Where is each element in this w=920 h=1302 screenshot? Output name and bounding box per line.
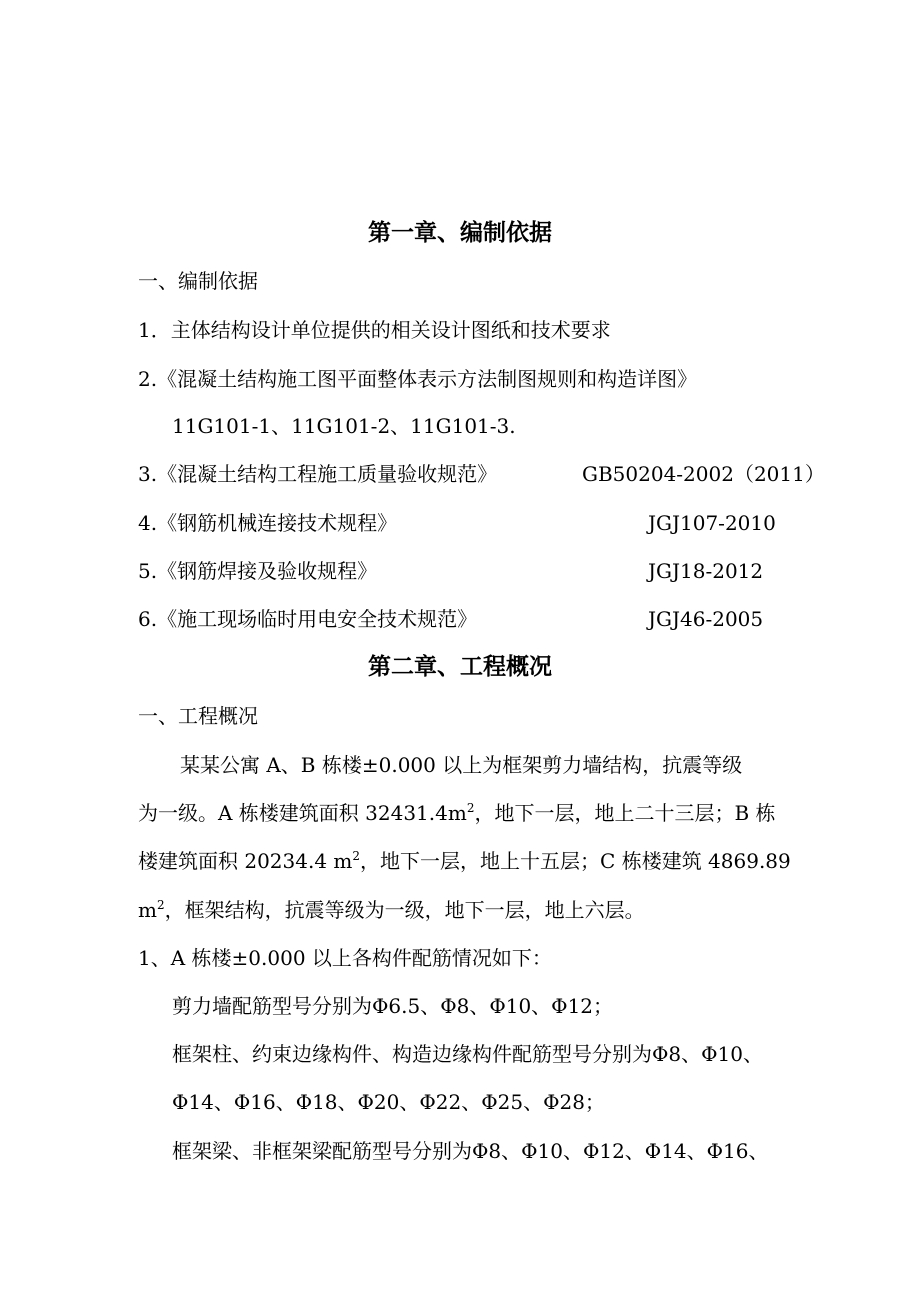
para-text-c-unit: m (138, 898, 157, 922)
chapter-2-title: 第二章、工程概况 (368, 653, 552, 680)
rebar-sub-heading: 1、A 栋楼±0.000 以上各构件配筋情况如下： (138, 946, 552, 970)
basis-item-2-continuation: 11G101-1、11G101-2、11G101-3. (172, 414, 516, 438)
section-heading-overview: 一、工程概况 (138, 704, 258, 728)
para-text-a-floors: ，地下一层，地上二十三层；B 栋 (474, 801, 776, 825)
superscript-2: 2 (466, 801, 475, 815)
rebar-line-columns-cont: Φ14、Φ16、Φ18、Φ20、Φ22、Φ25、Φ28； (172, 1090, 605, 1114)
para-text-b-area: 楼建筑面积 20234.4 m (138, 849, 353, 873)
basis-item-3-code: GB50204-2002（2011） (582, 462, 825, 486)
basis-item-6-code: JGJ46-2005 (648, 607, 764, 631)
basis-item-3: 3.《混凝土结构工程施工质量验收规范》 (138, 462, 498, 486)
basis-item-1: 1．主体结构设计单位提供的相关设计图纸和技术要求 (138, 318, 611, 342)
superscript-2: 2 (352, 849, 361, 863)
rebar-line-columns: 框架柱、约束边缘构件、构造边缘构件配筋型号分别为Φ8、Φ10、 (172, 1042, 763, 1066)
overview-para-line-4 (138, 898, 645, 922)
overview-para-line-1: 某某公寓 A、B 栋楼±0.000 以上为框架剪力墙结构，抗震等级 (180, 753, 743, 777)
section-heading-basis: 一、编制依据 (138, 269, 258, 293)
rebar-line-shear-wall: 剪力墙配筋型号分别为Φ6.5、Φ8、Φ10、Φ12； (172, 994, 614, 1018)
basis-item-5-code: JGJ18-2012 (648, 559, 764, 583)
para-text-a-area: 为一级。A 栋楼建筑面积 32431.4m (138, 801, 467, 825)
para-text-c-structure: ，框架结构，抗震等级为一级，地下一层，地上六层。 (164, 898, 645, 922)
superscript-2: 2 (156, 898, 165, 912)
chapter-1-title: 第一章、编制依据 (368, 219, 552, 246)
basis-item-6: 6.《施工现场临时用电安全技术规范》 (138, 607, 478, 631)
basis-item-4: 4.《钢筋机械连接技术规程》 (138, 511, 398, 535)
basis-item-2: 2.《混凝土结构施工图平面整体表示方法制图规则和构造详图》 (138, 367, 698, 391)
basis-item-5: 5.《钢筋焊接及验收规程》 (138, 559, 378, 583)
para-text-b-floors: ，地下一层，地上十五层；C 栋楼建筑 4869.89 (360, 849, 791, 873)
rebar-line-beams: 框架梁、非框架梁配筋型号分别为Φ8、Φ10、Φ12、Φ14、Φ16、 (172, 1139, 769, 1163)
overview-para-line-2 (138, 801, 776, 825)
basis-item-4-code: JGJ107-2010 (648, 511, 776, 535)
overview-para-line-3 (138, 849, 791, 873)
